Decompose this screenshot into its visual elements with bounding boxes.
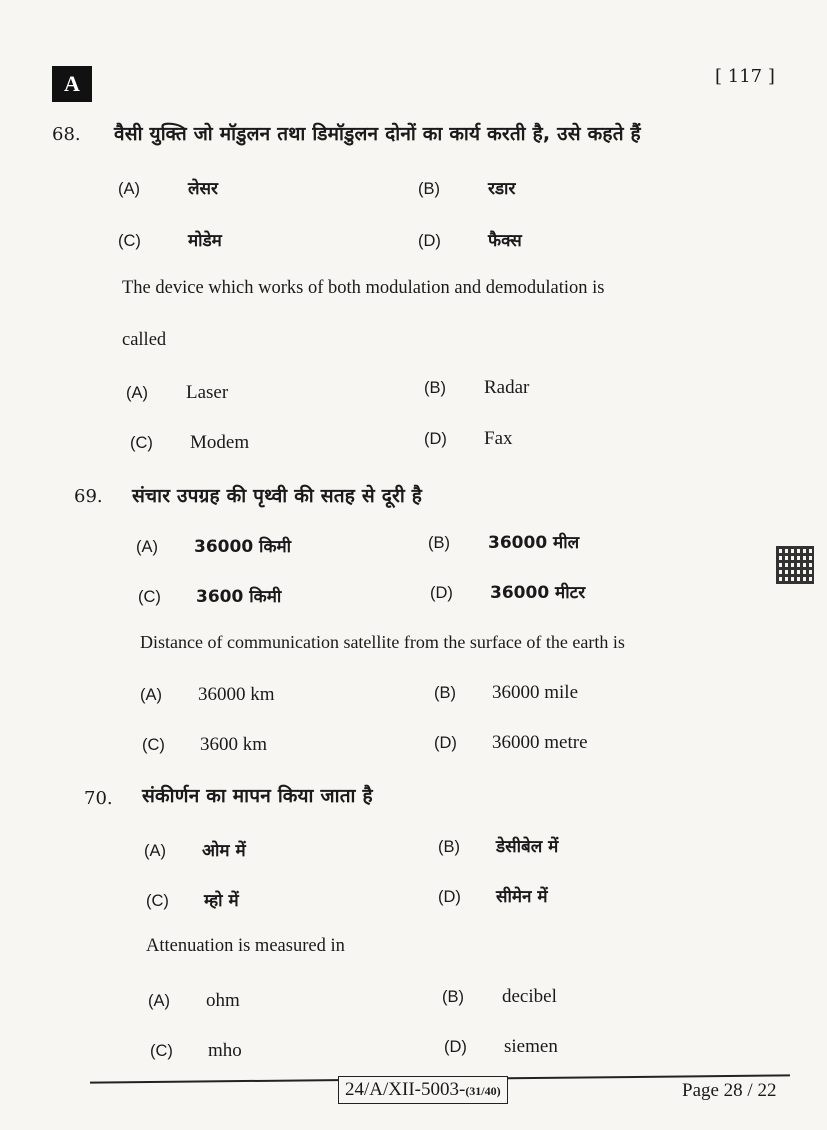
option-a-english: (A) Laser (126, 382, 229, 403)
option-b-hindi: (B) 36000 मील (428, 533, 580, 553)
option-a-hindi: (A) ओम में (144, 841, 246, 861)
option-a-hindi: (A) लेसर (118, 179, 218, 199)
question-text-hindi: संकीर्णन का मापन किया जाता है (142, 785, 373, 807)
option-c-english: (C) mho (150, 1040, 242, 1061)
page-mark: [ 117 ] (715, 66, 775, 87)
page-number: Page 28 / 22 (682, 1080, 777, 1101)
question-number: 70. (84, 788, 113, 809)
question-text-english: Distance of communication satellite from the surface of the earth is (140, 632, 625, 652)
qr-code (776, 546, 814, 584)
option-c-hindi: (C) मोडेम (118, 231, 222, 251)
option-b-english: (B) Radar (424, 377, 530, 398)
question-text-english-cont: called (122, 330, 167, 350)
option-c-english: (C) Modem (130, 432, 250, 453)
question-text-english: Attenuation is measured in (146, 936, 345, 956)
question-text-hindi: संचार उपग्रह की पृथ्वी की सतह से दूरी है (132, 485, 423, 507)
option-c-english: (C) 3600 km (142, 734, 268, 755)
paper-code: 24/A/XII-5003-(31/40) (338, 1076, 508, 1104)
option-a-hindi: (A) 36000 किमी (136, 537, 292, 557)
option-d-hindi: (D) फैक्स (418, 231, 522, 251)
option-b-hindi: (B) रडार (418, 179, 516, 199)
section-badge: A (52, 66, 92, 102)
question-number: 69. (74, 486, 103, 507)
option-b-english: (B) decibel (442, 986, 557, 1007)
option-d-english: (D) siemen (444, 1036, 558, 1057)
question-text-english: The device which works of both modulation and demodulation is (122, 278, 605, 298)
option-b-english: (B) 36000 mile (434, 682, 579, 703)
question-text-hindi: वैसी युक्ति जो मॉडुलन तथा डिमॉडुलन दोनों का कार्य करती है, उसे कहते हैं (114, 123, 641, 145)
option-a-english: (A) ohm (148, 990, 240, 1011)
option-c-hindi: (C) म्हो में (146, 891, 239, 911)
option-d-hindi: (D) 36000 मीटर (430, 583, 586, 603)
option-d-english: (D) Fax (424, 428, 513, 449)
option-b-hindi: (B) डेसीबेल में (438, 837, 559, 857)
question-number: 68. (52, 124, 81, 145)
option-d-hindi: (D) सीमेन में (438, 887, 548, 907)
option-a-english: (A) 36000 km (140, 684, 275, 705)
option-d-english: (D) 36000 metre (434, 732, 588, 753)
option-c-hindi: (C) 3600 किमी (138, 587, 282, 607)
